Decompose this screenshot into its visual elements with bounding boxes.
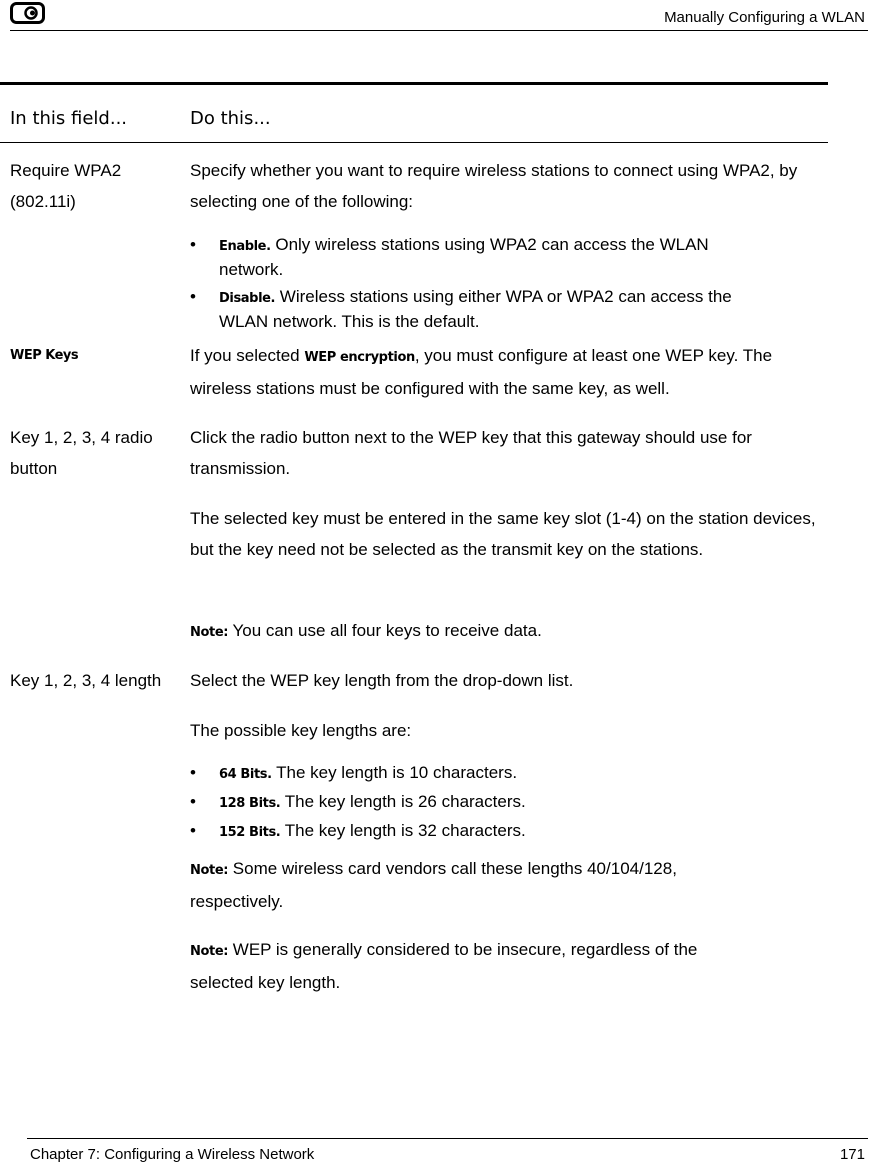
bullet: • (190, 235, 196, 254)
table-header-divider (0, 142, 828, 143)
desc-key-length-p2: The possible key lengths are: (190, 721, 412, 740)
field-key-radio-button: Key 1, 2, 3, 4 radio button (10, 428, 153, 478)
chapter-logo-icon (10, 2, 45, 24)
desc-key-radio-p2: The selected key must be entered in the same key slot (1-4) on the station devices, but the key need not be selected as the transmit key on the stations. (190, 509, 816, 559)
desc-key-length-p1: Select the WEP key length from the drop-down list. (190, 671, 574, 690)
term-enable: Enable. (219, 239, 271, 254)
table-top-border (0, 82, 828, 85)
term-wep-encryption: WEP encryption (304, 350, 415, 365)
desc-require-wpa2: Specify whether you want to require wireless stations to connect using WPA2, by selecting one of the following: (190, 161, 798, 211)
bullet: • (190, 821, 196, 840)
footer-divider (27, 1138, 868, 1139)
bullet: • (190, 792, 196, 811)
note-wep-insecure: Note: WEP is generally considered to be insecure, regardless of the selected key length. (190, 940, 698, 992)
running-header: Manually Configuring a WLAN (664, 9, 865, 26)
field-key-length: Key 1, 2, 3, 4 length (10, 671, 162, 690)
list-item-enable: • Enable. Only wireless stations using WPA2 can access the WLAN network. (190, 235, 709, 279)
term-disable: Disable. (219, 291, 276, 306)
field-wep-keys: WEP Keys (10, 348, 79, 363)
column-header-action: Do this... (190, 108, 271, 129)
desc-key-radio-p1: Click the radio button next to the WEP key that this gateway should use for transmission. (190, 428, 752, 478)
note-vendor-lengths: Note: Some wireless card vendors call these lengths 40/104/128, respectively. (190, 859, 677, 911)
bullet: • (190, 287, 196, 306)
note-receive-data: Note: You can use all four keys to receive data. (190, 621, 542, 640)
page-number: 171 (839, 1146, 865, 1163)
header-divider (10, 30, 868, 31)
list-item-64-bits: • 64 Bits. The key length is 10 characters. (190, 763, 518, 782)
column-header-field: In this field... (10, 108, 128, 129)
list-item-disable: • Disable. Wireless stations using either WPA or WPA2 can access the WLAN network. This is the default. (190, 287, 732, 331)
desc-wep-keys: If you selected WEP encryption, you must configure at least one WEP key. The wireless stations must be configured with the same key, as well. (190, 346, 773, 398)
list-item-152-bits: • 152 Bits. The key length is 32 characters. (190, 821, 526, 840)
bullet: • (190, 763, 196, 782)
field-require-wpa2: Require WPA2 (802.11i) (10, 161, 122, 211)
list-item-128-bits: • 128 Bits. The key length is 26 characters. (190, 792, 526, 811)
footer-chapter: Chapter 7: Configuring a Wireless Network (30, 1146, 315, 1163)
